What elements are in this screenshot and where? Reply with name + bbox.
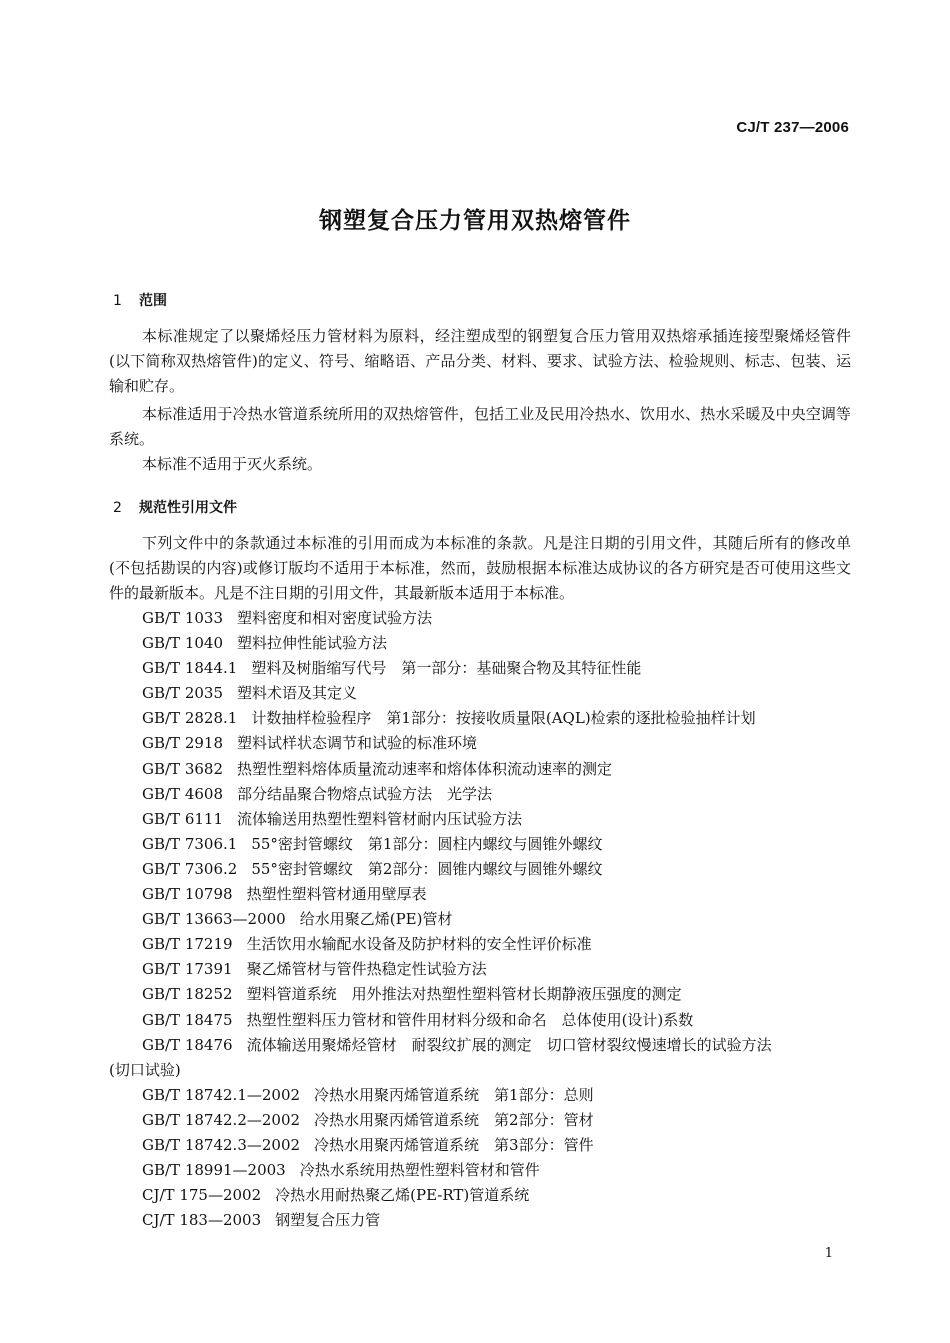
reference-code: GB/T 2828.1 <box>142 709 238 728</box>
reference-title: 冷热水用聚丙烯管道系统 第2部分：管材 <box>314 1110 594 1129</box>
reference-item <box>109 857 851 882</box>
page-number: 1 <box>824 1246 833 1261</box>
section-1-title: 范围 <box>139 293 167 309</box>
reference-title: 热塑性塑料管材通用壁厚表 <box>246 885 427 904</box>
reference-title: 钢塑复合压力管 <box>275 1211 381 1230</box>
reference-item <box>109 731 851 756</box>
reference-code: GB/T 6111 <box>142 809 224 828</box>
reference-title: 热塑性塑料熔体质量流动速率和熔体体积流动速率的测定 <box>237 759 613 778</box>
reference-item <box>109 932 851 957</box>
reference-code: GB/T 18742.1—2002 <box>142 1085 301 1104</box>
reference-code: GB/T 13663—2000 <box>142 910 286 929</box>
reference-code: GB/T 18252 <box>142 985 233 1004</box>
reference-title: 55°密封管螺纹 第1部分：圆柱内螺纹与圆锥外螺纹 <box>251 834 603 853</box>
reference-code: GB/T 17219 <box>142 935 233 954</box>
reference-code: GB/T 2918 <box>142 734 224 753</box>
reference-item <box>109 982 851 1007</box>
reference-code: GB/T 18476 <box>142 1035 233 1054</box>
document-title: 钢塑复合压力管用双热熔管件 <box>319 208 631 234</box>
reference-title: 塑料密度和相对密度试验方法 <box>237 609 433 627</box>
reference-item <box>109 1108 851 1133</box>
reference-title: 冷热水用聚丙烯管道系统 第3部分：管件 <box>314 1135 594 1154</box>
reference-code: GB/T 7306.1 <box>142 834 238 853</box>
section-1-paragraph: 本标准规定了以聚烯烃压力管材料为原料，经注塑成型的钢塑复合压力管用双热熔承插连接型聚烯烃管件(以下简称双热熔管件)的定义、符号、缩略语、产品分类、材料、要求、试验方法、检验规则、标志、包装、运输和贮存。 <box>109 327 851 395</box>
reference-code: GB/T 2035 <box>142 684 224 703</box>
reference-title: 塑料及树脂缩写代号 第一部分：基础聚合物及其特征性能 <box>251 659 642 678</box>
reference-code: GB/T 18742.2—2002 <box>142 1110 301 1129</box>
reference-item <box>109 606 851 631</box>
reference-code: CJ/T 183—2003 <box>142 1211 262 1230</box>
reference-code: GB/T 18991—2003 <box>142 1160 286 1179</box>
reference-item <box>109 706 851 731</box>
reference-item <box>109 1008 851 1033</box>
reference-title: 塑料术语及其定义 <box>237 684 358 703</box>
reference-title: 冷热水用聚丙烯管道系统 第1部分：总则 <box>314 1085 594 1104</box>
reference-title: 生活饮用水输配水设备及防护材料的安全性评价标准 <box>246 935 592 954</box>
reference-title: 计数抽样检验程序 第1部分：按接收质量限(AQL)检索的逐批检验抽样计划 <box>251 709 756 728</box>
reference-title: 塑料拉伸性能试验方法 <box>237 634 388 653</box>
reference-title: 塑料试样状态调节和试验的标准环境 <box>237 734 478 753</box>
section-2-title: 规范性引用文件 <box>139 500 237 516</box>
reference-item <box>109 1208 851 1233</box>
reference-code: GB/T 1033 <box>142 609 224 627</box>
reference-code: GB/T 4608 <box>142 784 224 803</box>
reference-item <box>109 1033 851 1083</box>
section-2-number: 2 <box>113 500 122 516</box>
reference-item <box>109 757 851 782</box>
reference-item <box>109 1158 851 1183</box>
reference-item <box>109 832 851 857</box>
reference-code: GB/T 7306.2 <box>142 859 238 878</box>
standard-code: CJ/T 237—2006 <box>736 119 849 136</box>
reference-title: 聚乙烯管材与管件热稳定性试验方法 <box>246 960 487 979</box>
reference-title: 塑料管道系统 用外推法对热塑性塑料管材长期静液压强度的测定 <box>246 985 682 1004</box>
reference-item <box>109 782 851 807</box>
reference-title: 部分结晶聚合物熔点试验方法 光学法 <box>237 784 493 803</box>
reference-title-continuation: (切口试验) <box>109 1060 181 1079</box>
reference-code: GB/T 17391 <box>142 960 233 979</box>
reference-item <box>109 907 851 932</box>
section-1-paragraph: 本标准不适用于灭火系统。 <box>142 455 323 473</box>
reference-item <box>109 1133 851 1158</box>
reference-title: 冷热水用耐热聚乙烯(PE-RT)管道系统 <box>275 1186 530 1205</box>
reference-item <box>109 681 851 706</box>
reference-item <box>109 631 851 656</box>
reference-item <box>109 1183 851 1208</box>
reference-code: GB/T 18742.3—2002 <box>142 1135 301 1154</box>
reference-code: GB/T 18475 <box>142 1010 233 1029</box>
reference-item <box>109 882 851 907</box>
reference-code: GB/T 10798 <box>142 885 233 904</box>
section-2-heading <box>113 497 237 517</box>
reference-title: 热塑性塑料压力管材和管件用材料分级和命名 总体使用(设计)系数 <box>246 1010 694 1029</box>
reference-title: 冷热水系统用热塑性塑料管材和管件 <box>299 1160 540 1179</box>
reference-item <box>109 807 851 832</box>
reference-item <box>109 1083 851 1108</box>
reference-list <box>109 606 851 1233</box>
section-1-heading <box>113 290 167 310</box>
reference-code: GB/T 1844.1 <box>142 659 238 678</box>
section-2-intro: 下列文件中的条款通过本标准的引用而成为本标准的条款。凡是注日期的引用文件，其随后所有的修改单(不包括勘误的内容)或修订版均不适用于本标准，然而，鼓励根据本标准达成协议的各方研究是否可使用这些文件的最新版本。凡是不注日期的引用文件，其最新版本适用于本标准。 <box>109 534 851 602</box>
reference-title: 55°密封管螺纹 第2部分：圆锥内螺纹与圆锥外螺纹 <box>251 859 603 878</box>
reference-title: 给水用聚乙烯(PE)管材 <box>299 910 453 929</box>
reference-item <box>109 656 851 681</box>
reference-code: CJ/T 175—2002 <box>142 1186 262 1205</box>
section-1-number: 1 <box>113 293 122 309</box>
reference-title: 流体输送用热塑性塑料管材耐内压试验方法 <box>237 809 523 828</box>
reference-code: GB/T 3682 <box>142 759 224 778</box>
reference-item <box>109 957 851 982</box>
reference-title: 流体输送用聚烯烃管材 耐裂纹扩展的测定 切口管材裂纹慢速增长的试验方法 <box>246 1035 772 1054</box>
reference-code: GB/T 1040 <box>142 634 224 653</box>
section-1-paragraph: 本标准适用于冷热水管道系统所用的双热熔管件，包括工业及民用冷热水、饮用水、热水采暖及中央空调等系统。 <box>109 405 851 448</box>
